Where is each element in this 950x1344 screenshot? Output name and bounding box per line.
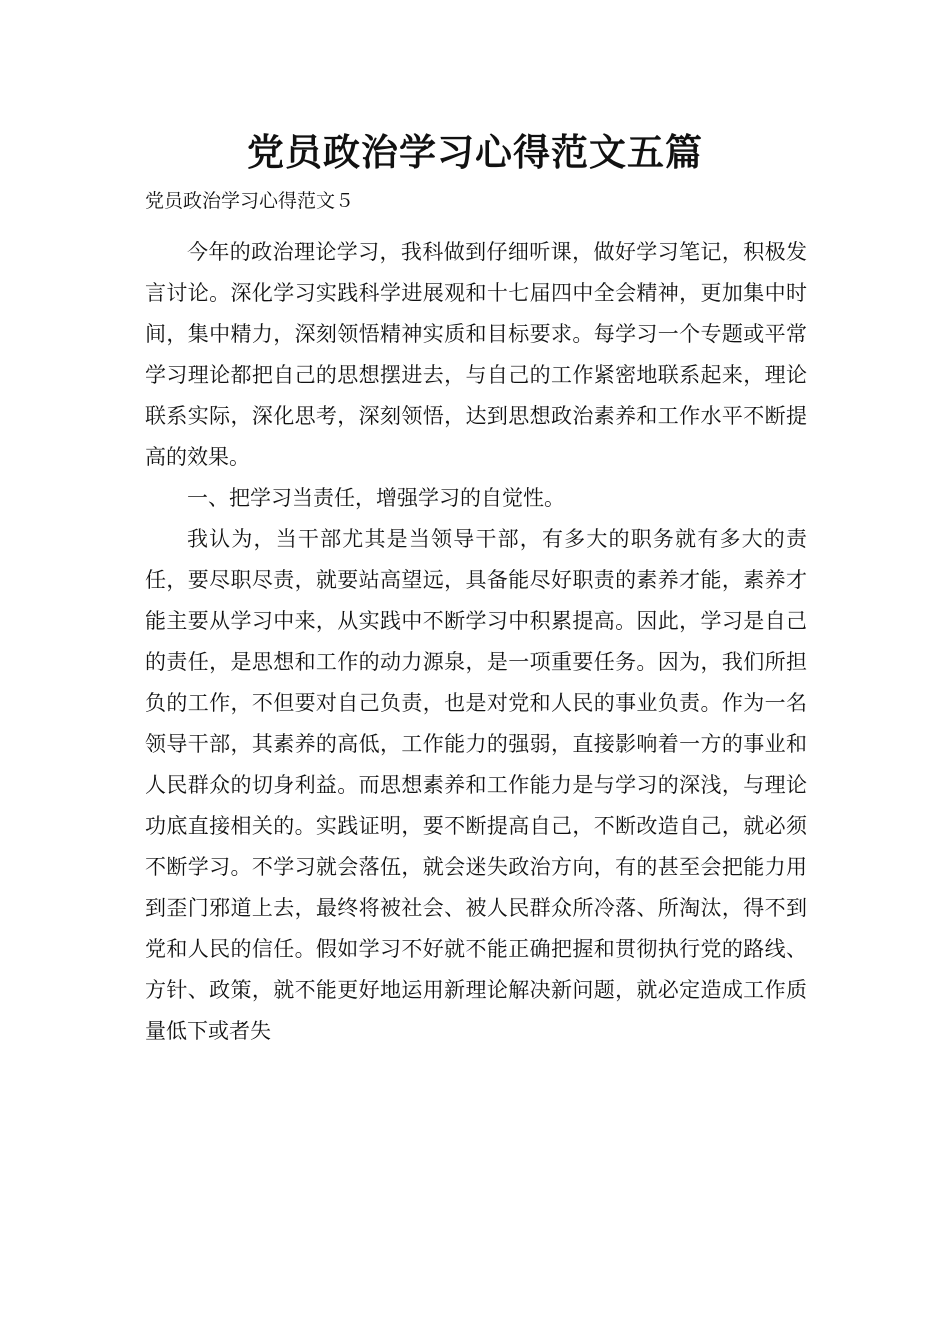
- section-heading: 一、把学习当责任，增强学习的自觉性。: [187, 486, 565, 510]
- document-subtitle: 党员政治学习心得范文５: [145, 190, 355, 212]
- document-body: [145, 232, 807, 1052]
- document-title: 党员政治学习心得范文五篇: [247, 131, 703, 174]
- body-paragraph: 今年的政治理论学习，我科做到仔细听课，做好学习笔记，积极发言讨论。深化学习实践科学进展观和十七届四中全会精神，更加集中时间，集中精力，深刻领悟精神实质和目标要求。每学习一个专题或平常学习理论都把自己的思想摆进去，与自己的工作紧密地联系起来，理论联系实际，深化思考，深刻领悟，达到思想政治素养和工作水平不断提高的效果。: [145, 240, 807, 469]
- body-paragraph: 我认为，当干部尤其是当领导干部，有多大的职务就有多大的责任，要尽职尽责，就要站高望远，具备能尽好职责的素养才能，素养才能主要从学习中来，从实践中不断学习中积累提高。因此，学习是自己的责任，是思想和工作的动力源泉，是一项重要任务。因为，我们所担负的工作，不但要对自己负责，也是对党和人民的事业负责。作为一名领导干部，其素养的高低，工作能力的强弱，直接影响着一方的事业和人民群众的切身利益。而思想素养和工作能力是与学习的深浅，与理论功底直接相关的。实践证明，要不断提高自己，不断改造自己，就必须不断学习。不学习就会落伍，就会迷失政治方向，有的甚至会把能力用到歪门邪道上去，最终将被社会、被人民群众所冷落、所淘汰，得不到党和人民的信任。假如学习不好就不能正确把握和贯彻执行党的路线、方针、政策，就不能更好地运用新理论解决新问题，就必定造成工作质量低下或者失: [145, 527, 807, 1043]
